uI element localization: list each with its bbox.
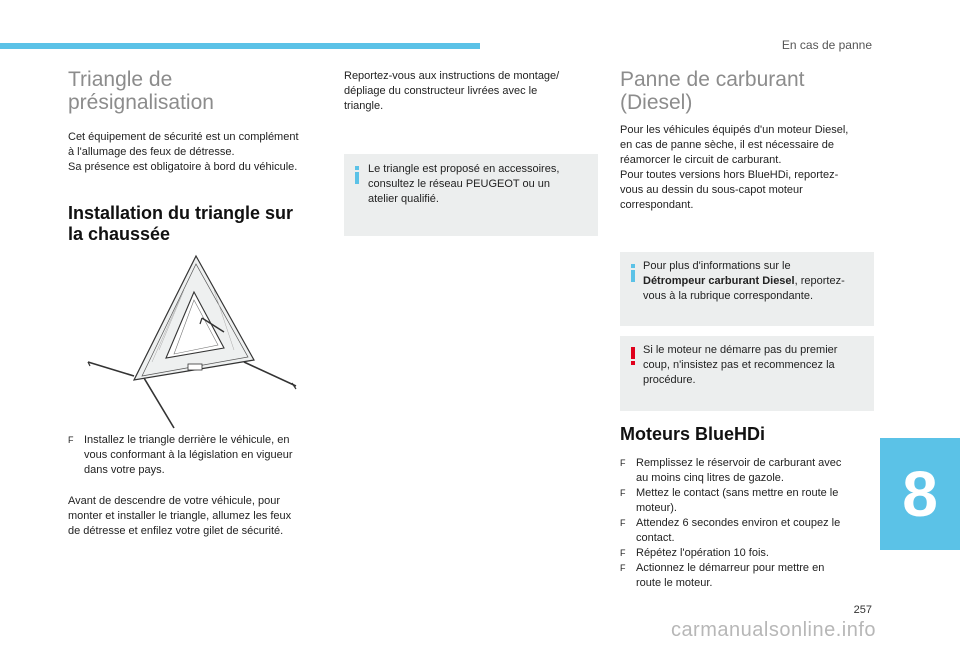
arrow-bullet-icon: F: [620, 488, 626, 498]
bluehdi-subtitle: Moteurs BlueHDi: [620, 424, 766, 444]
list-item: F Mettez le contact (sans mettre en route le moteur).: [620, 487, 839, 514]
diesel-paragraph: Pour les véhicules équipés d'un moteur Diesel, en cas de panne sèche, il est nécessaire de réamorcer le circuit de carburant. Pour toutes versions hors BlueHDi, reportez- vous au dessin du sous-capot moteur correspondant.: [620, 124, 849, 211]
page-number: 257: [853, 604, 872, 616]
chapter-number: 8: [902, 458, 938, 530]
section-title: En cas de panne: [781, 38, 872, 52]
mounting-instructions-text: Reportez-vous aux instructions de montage/ dépliage du constructeur livrées avec le triangle.: [344, 70, 560, 112]
install-subtitle: Installation du triangle sur la chaussée: [68, 203, 294, 244]
list-item: F Attendez 6 secondes environ et coupez le contact.: [620, 517, 841, 544]
arrow-bullet-icon: F: [620, 458, 626, 468]
fuel-misfuel-info-note: Pour plus d'informations sur le Détrompeur carburant Diesel, reportez- vous à la rubrique correspondante.: [620, 252, 874, 326]
triangle-intro: Cet équipement de sécurité est un complément à l'allumage des feux de détresse. Sa présence est obligatoire à bord du véhicule.: [68, 131, 299, 173]
watermark: carmanualsonline.info: [670, 619, 876, 641]
info-icon: [355, 166, 359, 184]
arrow-bullet-icon: F: [620, 563, 626, 573]
triangle-section-title: Triangle de présignalisation: [68, 68, 214, 114]
list-item: F Répétez l'opération 10 fois.: [620, 547, 769, 559]
header-accent-bar: [0, 43, 480, 49]
list-item: F Remplissez le réservoir de carburant avec au moins cinq litres de gazole.: [620, 457, 842, 484]
warning-exclamation-icon: [631, 347, 635, 365]
list-item: F Actionnez le démarreur pour mettre en route le moteur.: [620, 562, 825, 589]
arrow-bullet-icon: F: [620, 548, 626, 558]
safety-paragraph: Avant de descendre de votre véhicule, pour monter et installer le triangle, allumez les feux de détresse et enfilez votre gilet de sécurité.: [68, 495, 292, 537]
accessory-info-note: Le triangle est proposé en accessoires, consultez le réseau PEUGEOT ou un atelier qualifié.: [344, 154, 598, 236]
install-instruction: [68, 433, 338, 478]
chapter-tab: [880, 438, 960, 550]
misfuel-device-link: Détrompeur carburant Diesel: [643, 275, 795, 287]
arrow-bullet-icon: F: [68, 435, 74, 445]
engine-warning-note: Si le moteur ne démarre pas du premier coup, n'insistez pas et recommencez la procédure.: [620, 336, 874, 411]
list-item: F Installez le triangle derrière le véhicule, en vous conformant à la législation en vigueur dans votre pays.: [68, 434, 293, 476]
fuel-breakdown-title: Panne de carburant (Diesel): [620, 68, 805, 114]
warning-triangle-illustration: [84, 250, 304, 430]
arrow-bullet-icon: F: [620, 518, 626, 528]
bluehdi-steps-list: [620, 456, 880, 591]
info-icon: [631, 264, 635, 282]
